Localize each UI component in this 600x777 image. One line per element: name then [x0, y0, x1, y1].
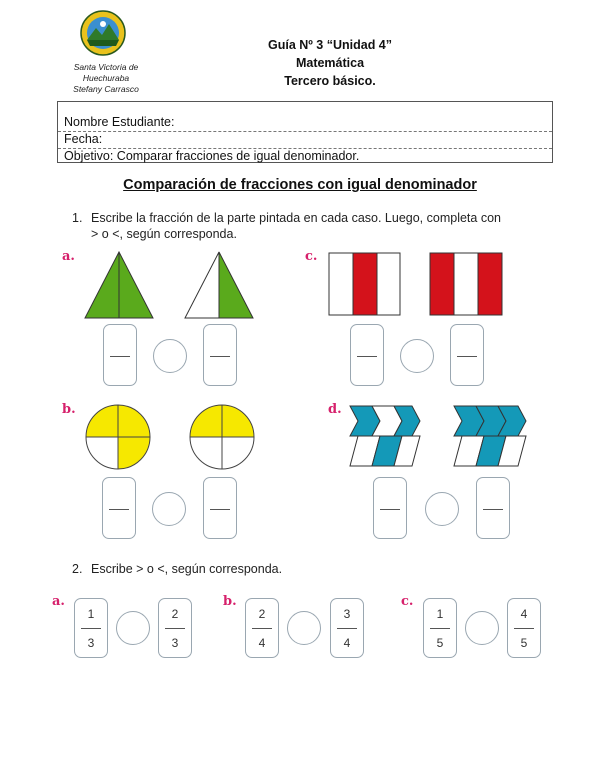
date-label: Fecha: — [64, 132, 103, 146]
exercise-2-item-a-letter: a. — [52, 594, 65, 609]
circle-three-quarters-yellow — [85, 404, 151, 470]
answer-box-d-right[interactable] — [476, 477, 510, 539]
exercise-1-number: 1. — [72, 211, 83, 225]
student-info-box — [57, 101, 553, 163]
compare-circle-a[interactable] — [153, 339, 187, 373]
numerator: 4 — [520, 607, 528, 621]
denominator: 5 — [520, 636, 528, 650]
fraction-card-a-left — [74, 598, 108, 658]
teacher-name: Stefany Carrasco — [73, 84, 139, 94]
section-title: Comparación de fracciones con igual denominador — [123, 177, 477, 193]
answer-box-c-right[interactable] — [450, 324, 484, 386]
denominator: 4 — [258, 636, 266, 650]
rectangle-two-thirds-red — [429, 252, 503, 316]
exercise-2-instruction: Escribe > o <, según corresponda. — [91, 562, 283, 576]
denominator: 5 — [436, 636, 444, 650]
school-name-line-1: Santa Victoria de — [73, 62, 139, 72]
exercise-1-instruction-line-2: > o <, según corresponda. — [91, 227, 237, 241]
answer-box-a-right[interactable] — [203, 324, 237, 386]
answer-box-b-left[interactable] — [102, 477, 136, 539]
exercise-2-number: 2. — [72, 562, 83, 576]
answer-box-c-left[interactable] — [350, 324, 384, 386]
exercise-1-instruction-line-1: Escribe la fracción de la parte pintada en cada caso. Luego, completa con — [91, 211, 501, 225]
item-b-letter: b. — [62, 402, 76, 417]
numerator: 2 — [171, 607, 179, 621]
numerator: 1 — [436, 607, 444, 621]
denominator: 3 — [171, 636, 179, 650]
exercise-2-item-b-letter: b. — [223, 594, 237, 609]
triangle-two-halves-shaded — [84, 250, 154, 320]
compare-circle-2b[interactable] — [287, 611, 321, 645]
compare-circle-c[interactable] — [400, 339, 434, 373]
chevron-shape-three-sixths-blue — [350, 404, 420, 468]
school-logo — [80, 10, 126, 56]
item-c-letter: c. — [305, 249, 318, 264]
date-field[interactable] — [58, 131, 552, 149]
chevron-shape-four-sixths-blue — [454, 404, 526, 468]
item-d-letter: d. — [328, 402, 342, 417]
student-name-field[interactable] — [58, 114, 552, 132]
numerator: 1 — [87, 607, 95, 621]
triangle-one-half-shaded — [184, 250, 254, 320]
compare-circle-b[interactable] — [152, 492, 186, 526]
fraction-card-b-right — [330, 598, 364, 658]
numerator: 3 — [343, 607, 351, 621]
exercise-2-item-c-letter: c. — [401, 594, 414, 609]
answer-box-d-left[interactable] — [373, 477, 407, 539]
compare-circle-2a[interactable] — [116, 611, 150, 645]
fraction-card-a-right — [158, 598, 192, 658]
school-name-line-2: Huechuraba — [82, 73, 130, 83]
guide-title: Guía Nº 3 “Unidad 4” — [267, 38, 393, 52]
grade-title: Tercero básico. — [284, 74, 376, 88]
denominator: 4 — [343, 636, 351, 650]
objective-text: Objetivo: Comparar fracciones de igual denominador. — [64, 149, 360, 163]
answer-box-a-left[interactable] — [103, 324, 137, 386]
fraction-card-b-left — [245, 598, 279, 658]
answer-box-b-right[interactable] — [203, 477, 237, 539]
compare-circle-d[interactable] — [425, 492, 459, 526]
circle-two-quarters-yellow — [189, 404, 255, 470]
student-name-label: Nombre Estudiante: — [64, 115, 175, 129]
compare-circle-2c[interactable] — [465, 611, 499, 645]
denominator: 3 — [87, 636, 95, 650]
rectangle-one-third-red — [328, 252, 400, 316]
objective-row — [58, 148, 552, 165]
item-a-letter: a. — [62, 249, 75, 264]
fraction-card-c-left — [423, 598, 457, 658]
subject-title: Matemática — [295, 56, 365, 70]
numerator: 2 — [258, 607, 266, 621]
fraction-card-c-right — [507, 598, 541, 658]
